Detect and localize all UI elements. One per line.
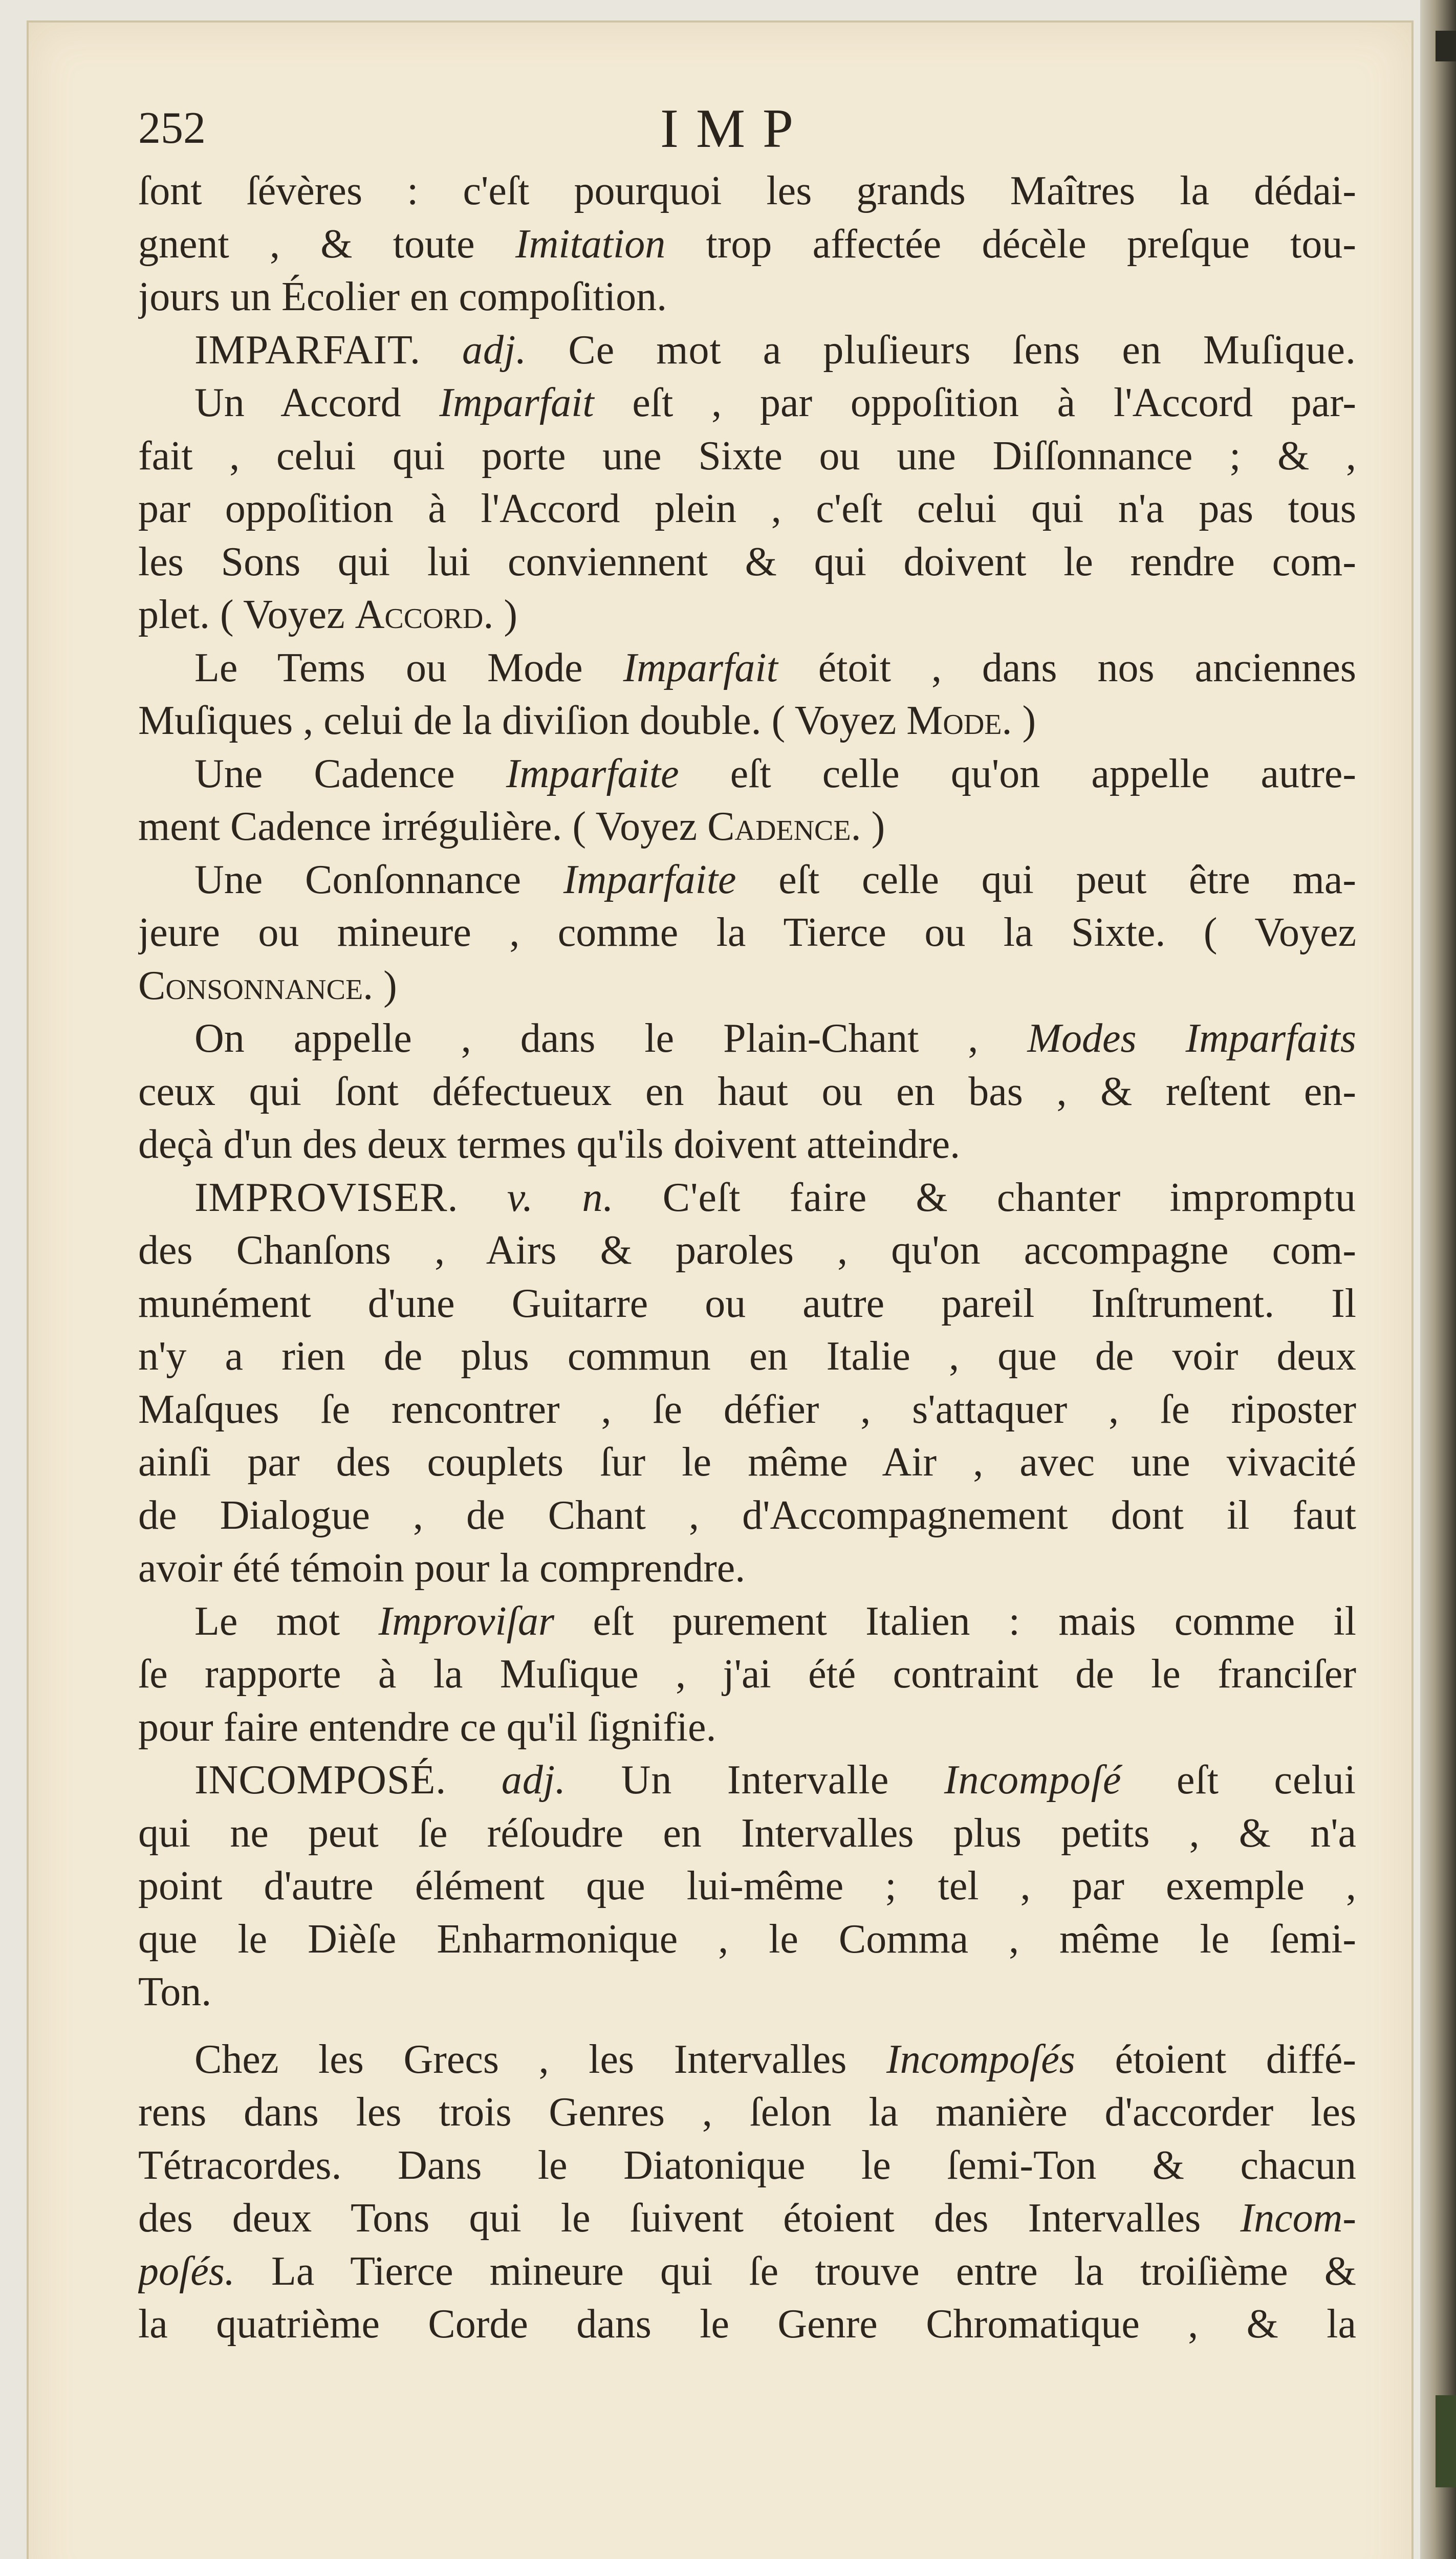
text-line: Une Cadence Imparfaite eſt celle qu'on appelle autre- bbox=[194, 751, 1356, 796]
text-line: que le Dièſe Enharmonique , le Comma , même le ſemi- bbox=[138, 1916, 1356, 1962]
text-line: jeure ou mineure , comme la Tierce ou la Sixte. ( Voyez bbox=[138, 910, 1356, 955]
text-line: gnent , & toute Imitation trop affectée décèle preſque tou- bbox=[138, 221, 1356, 267]
text-line: On appelle , dans le Plain-Chant , Modes Imparfaits bbox=[194, 1016, 1356, 1061]
text-line: Une Conſonnance Imparfaite eſt celle qui peut être ma- bbox=[194, 857, 1356, 902]
text-line: ainſi par des couplets ſur le même Air , avec une vivacité bbox=[138, 1440, 1356, 1485]
text-line: ment Cadence irrégulière. ( Voyez Cadence. ) bbox=[138, 804, 885, 849]
text-line: Le Tems ou Mode Imparfait étoit , dans nos anciennes bbox=[194, 645, 1356, 690]
text-line: plet. ( Voyez Accord. ) bbox=[138, 592, 517, 637]
edge-marker-top bbox=[1436, 31, 1456, 61]
text-line: deçà d'un des deux termes qu'ils doivent atteindre. bbox=[138, 1122, 961, 1167]
text-line: ceux qui ſont défectueux en haut ou en bas , & reſtent en- bbox=[138, 1069, 1356, 1114]
text-line: ſe rapporte à la Muſique , j'ai été contraint de le franciſer bbox=[138, 1652, 1356, 1697]
text-line: la quatrième Corde dans le Genre Chromatique , & la bbox=[138, 2302, 1356, 2347]
page-number: 252 bbox=[138, 103, 206, 153]
text-line: jours un Écolier en compoſition. bbox=[138, 274, 667, 319]
text-line: Un Accord Imparfait eſt , par oppoſition à l'Accord par- bbox=[194, 380, 1356, 425]
text-line: munément d'une Guitarre ou autre pareil Inſtrument. Il bbox=[138, 1281, 1356, 1326]
edge-marker-bottom bbox=[1436, 2395, 1456, 2487]
text-line: rens dans les trois Genres , ſelon la manière d'accorder les bbox=[138, 2090, 1356, 2135]
text-line: Le mot Improviſar eſt purement Italien : mais comme il bbox=[194, 1598, 1356, 1644]
text-line: Consonnance. ) bbox=[138, 963, 397, 1008]
text-line: fait , celui qui porte une Sixte ou une Diſſonnance ; & , bbox=[138, 433, 1356, 479]
text-line: ſont ſévères : c'eſt pourquoi les grands Maîtres la dédai- bbox=[138, 168, 1356, 213]
text-line: pour faire entendre ce qu'il ſignifie. bbox=[138, 1704, 716, 1750]
text-line: des deux Tons qui le ſuivent étoient des Intervalles Incom- bbox=[138, 2196, 1356, 2241]
text-line: point d'autre élément que lui-même ; tel , par exemple , bbox=[138, 1863, 1356, 1909]
page-body bbox=[138, 165, 1356, 2351]
entry-imparfait: IMPARFAIT. adj. Ce mot a pluſieurs ſens en Muſique. bbox=[194, 327, 1356, 373]
entry-improviser: IMPROVISER. v. n. C'eſt faire & chanter impromptu bbox=[194, 1175, 1356, 1220]
entry-incompose: INCOMPOSÉ. adj. Un Intervalle Incompoſé eſt celui bbox=[194, 1758, 1356, 1803]
text-line: Muſiques , celui de la diviſion double. ( Voyez Mode. ) bbox=[138, 698, 1036, 743]
text-line: Tétracordes. Dans le Diatonique le ſemi-Ton & chacun bbox=[138, 2142, 1356, 2188]
text-line: qui ne peut ſe réſoudre en Intervalles plus petits , & n'a bbox=[138, 1810, 1356, 1856]
running-head: IMP bbox=[660, 98, 811, 159]
text-line: par oppoſition à l'Accord plein , c'eſt celui qui n'a pas tous bbox=[138, 486, 1356, 531]
text-line: Chez les Grecs , les Intervalles Incompoſés étoient diffé- bbox=[194, 2036, 1356, 2082]
text-line: Maſques ſe rencontrer , ſe défier , s'attaquer , ſe riposter bbox=[138, 1386, 1356, 1432]
text-line: de Dialogue , de Chant , d'Accompagnement dont il faut bbox=[138, 1492, 1356, 1538]
adjacent-page-edge bbox=[1420, 0, 1456, 2559]
text-line: n'y a rien de plus commun en Italie , que de voir deux bbox=[138, 1334, 1356, 1379]
text-line: Ton. bbox=[138, 1969, 212, 2014]
text-line: avoir été témoin pour la comprendre. bbox=[138, 1546, 746, 1591]
text-line: poſés. La Tierce mineure qui ſe trouve entre la troiſième & bbox=[138, 2248, 1356, 2294]
text-line: les Sons qui lui conviennent & qui doivent le rendre com- bbox=[138, 539, 1356, 584]
page-header bbox=[138, 97, 1356, 169]
text-line: des Chanſons , Airs & paroles , qu'on accompagne com- bbox=[138, 1228, 1356, 1273]
